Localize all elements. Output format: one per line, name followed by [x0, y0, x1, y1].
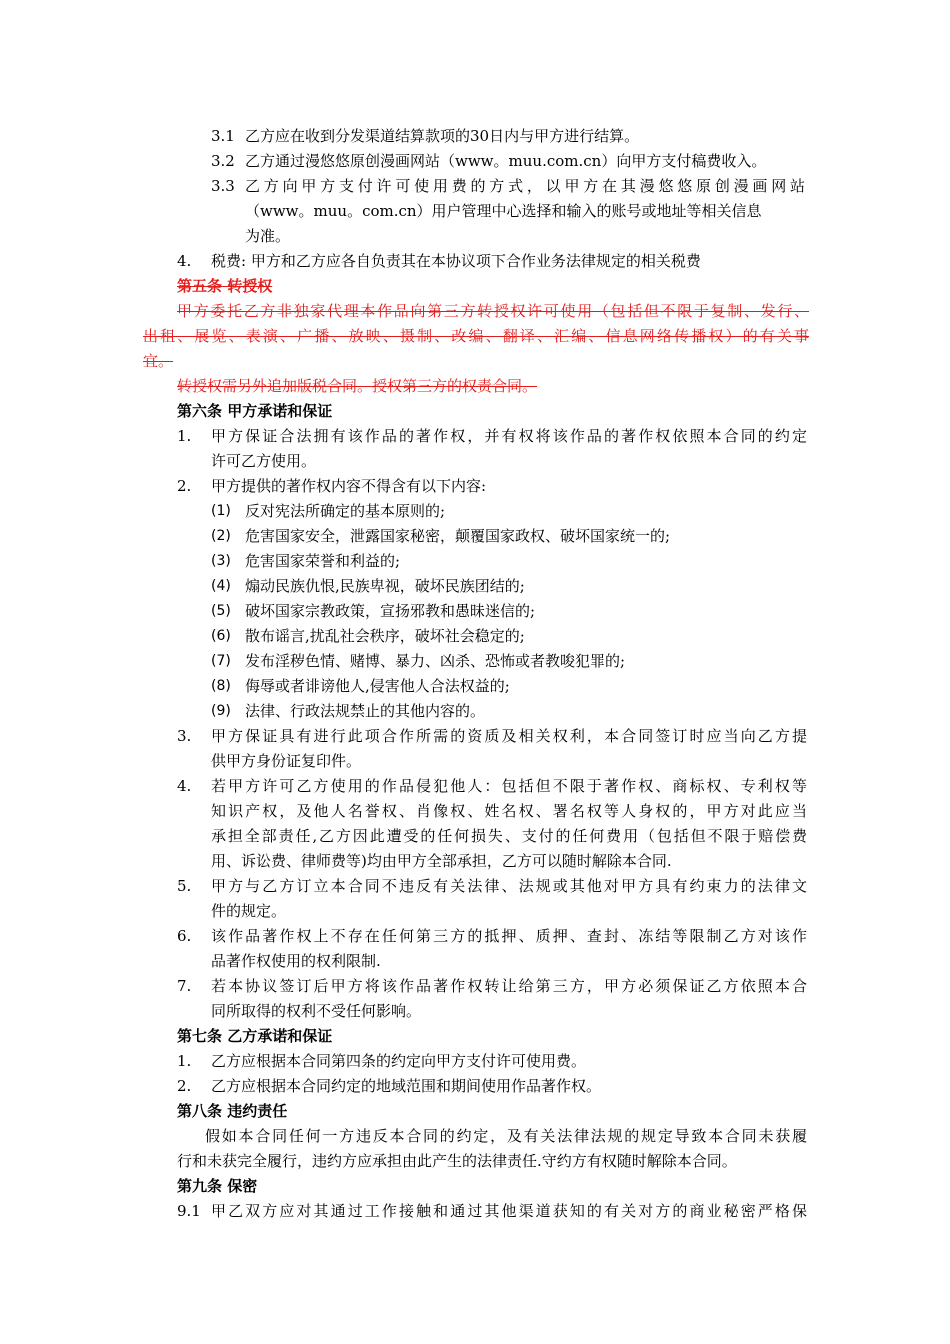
item-text: 许可乙方使用。: [211, 452, 317, 470]
sub-item-number: (5): [211, 603, 231, 619]
item-number: 9.1: [177, 1202, 201, 1220]
article-6-heading: 第六条 甲方承诺和保证: [177, 402, 333, 420]
item-text: 件的规定。: [211, 902, 287, 920]
sub-item-text: 破坏国家宗教政策，宣扬邪教和愚昧迷信的;: [245, 602, 536, 620]
article-9-heading: 第九条 保密: [177, 1177, 258, 1195]
item-number: 3.1: [211, 127, 235, 145]
item-text: 乙方应根据本合同第四条的约定向甲方支付许可使用费。: [211, 1052, 587, 1070]
item-text: 若甲方许可乙方使用的作品侵犯他人：包括但不限于著作权、商标权、专利权等: [211, 777, 807, 795]
item-number: 6.: [177, 927, 192, 945]
deleted-paragraph-line: 甲方委托乙方非独家代理本作品向第三方转授权许可使用（包括但不限于复制、发行、: [177, 302, 809, 320]
item-text: 乙方通过漫悠悠原创漫画网站（www。muu.com.cn）向甲方支付稿费收入。: [245, 152, 767, 170]
paragraph-line: 行和未获完全履行，违约方应承担由此产生的法律责任.守约方有权随时解除本合同。: [177, 1152, 737, 1170]
item-text: 用、诉讼费、律师费等)均由甲方全部承担，乙方可以随时解除本合同.: [211, 852, 672, 870]
sub-item-number: (4): [211, 578, 231, 594]
item-number: 4.: [177, 252, 192, 270]
deleted-paragraph-line: 出租、展览、表演、广播、放映、摄制、改编、翻译、汇编、信息网络传播权）的有关事: [143, 327, 809, 345]
item-number: 1.: [177, 1052, 192, 1070]
item-text: 甲方提供的著作权内容不得含有以下内容:: [211, 477, 487, 495]
item-text: 乙方向甲方支付许可使用费的方式，以甲方在其漫悠悠原创漫画网站: [245, 177, 805, 195]
sub-item-number: (6): [211, 628, 231, 644]
item-text: 乙方应根据本合同约定的地域范围和期间使用作品著作权。: [211, 1077, 602, 1095]
item-text: 甲方保证具有进行此项合作所需的资质及相关权利，本合同签订时应当向乙方提: [211, 727, 807, 745]
sub-item-number: (2): [211, 528, 231, 544]
item-text: 甲乙双方应对其通过工作接触和通过其他渠道获知的有关对方的商业秘密严格保: [211, 1202, 807, 1220]
deleted-paragraph-line: 宜。: [143, 352, 174, 370]
item-text: 品著作权使用的权利限制.: [211, 952, 381, 970]
sub-item-text: 反对宪法所确定的基本原则的;: [245, 502, 446, 520]
article-7-heading: 第七条 乙方承诺和保证: [177, 1027, 333, 1045]
sub-item-text: 危害国家安全，泄露国家秘密，颠覆国家政权、破坏国家统一的;: [245, 527, 671, 545]
sub-item-text: 危害国家荣誉和利益的;: [245, 552, 401, 570]
sub-item-number: (9): [211, 703, 231, 719]
deleted-paragraph-line: 转授权需另外追加版税合同。授权第三方的权责合同。: [177, 377, 538, 395]
item-text: 甲方与乙方订立本合同不违反有关法律、法规或其他对甲方具有约束力的法律文: [211, 877, 807, 895]
item-number: 1.: [177, 427, 192, 445]
item-text: 供甲方身份证复印件。: [211, 752, 362, 770]
item-number: 3.3: [211, 177, 235, 195]
sub-item-text: 发布淫秽色情、赌博、暴力、凶杀、恐怖或者教唆犯罪的;: [245, 652, 626, 670]
paragraph-line: 假如本合同任何一方违反本合同的约定，及有关法律法规的规定导致本合同未获履: [205, 1127, 807, 1145]
item-text: 乙方应在收到分发渠道结算款项的30日内与甲方进行结算。: [245, 127, 640, 145]
item-text: （www。muu。com.cn）用户管理中心选择和输入的账号或地址等相关信息: [245, 202, 762, 220]
sub-item-number: (1): [211, 503, 231, 519]
item-number: 3.: [177, 727, 192, 745]
item-number: 4.: [177, 777, 192, 795]
sub-item-text: 散布谣言,扰乱社会秩序，破坏社会稳定的;: [245, 627, 525, 645]
sub-item-number: (7): [211, 653, 231, 669]
sub-item-text: 法律、行政法规禁止的其他内容的。: [245, 702, 486, 720]
item-number: 2.: [177, 1077, 192, 1095]
item-text: 承担全部责任,乙方因此遭受的任何损失、支付的任何费用（包括但不限于赔偿费: [211, 827, 807, 845]
sub-item-number: (3): [211, 553, 231, 569]
sub-item-text: 侮辱或者诽谤他人,侵害他人合法权益的;: [245, 677, 510, 695]
item-text: 为准。: [245, 227, 291, 245]
item-text: 甲方保证合法拥有该作品的著作权，并有权将该作品的著作权依照本合同的约定: [211, 427, 807, 445]
item-text: 知识产权，及他人名誉权、肖像权、姓名权、署名权等人身权的，甲方对此应当: [211, 802, 807, 820]
article-8-heading: 第八条 违约责任: [177, 1102, 288, 1120]
item-text: 税费: 甲方和乙方应各自负责其在本协议项下合作业务法律规定的相关税费: [211, 252, 701, 270]
item-number: 5.: [177, 877, 192, 895]
item-text: 该作品著作权上不存在任何第三方的抵押、质押、查封、冻结等限制乙方对该作: [211, 927, 807, 945]
sub-item-text: 煽动民族仇恨,民族卑视，破坏民族团结的;: [245, 577, 525, 595]
item-number: 3.2: [211, 152, 235, 170]
item-text: 若本协议签订后甲方将该作品著作权转让给第三方，甲方必须保证乙方依照本合: [211, 977, 807, 995]
sub-item-number: (8): [211, 678, 231, 694]
item-text: 同所取得的权利不受任何影响。: [211, 1002, 422, 1020]
article-5-heading: 第五条 转授权: [177, 277, 273, 295]
item-number: 7.: [177, 977, 192, 995]
item-number: 2.: [177, 477, 192, 495]
